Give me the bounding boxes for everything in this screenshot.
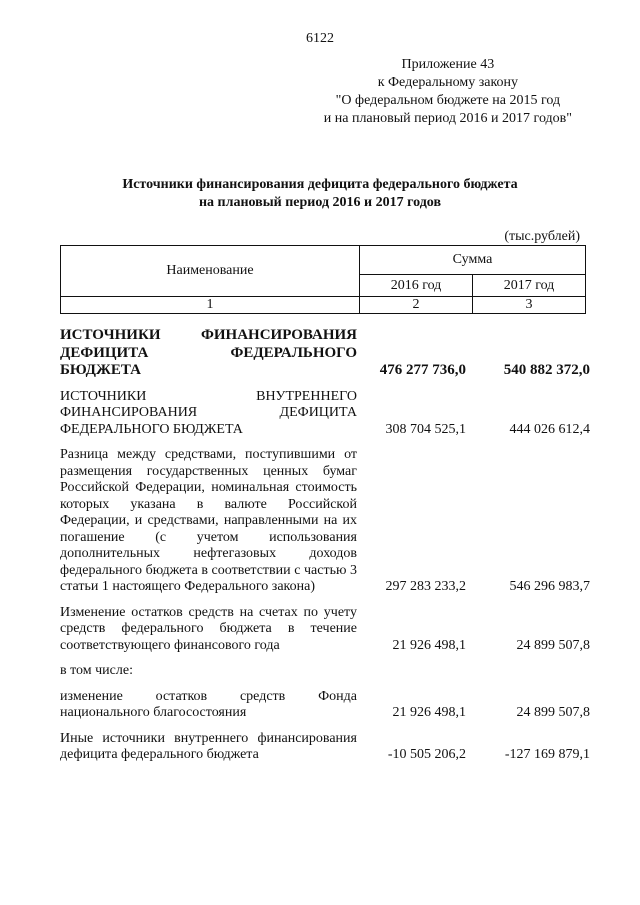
row-value-2017: -127 169 879,1	[504, 747, 590, 762]
row-value-2017: 24 899 507,8	[516, 705, 590, 720]
page-number: 6122	[306, 31, 334, 46]
appendix-line: "О федеральном бюджете на 2015 год	[335, 93, 561, 108]
row-value-2017: 444 026 612,4	[509, 421, 590, 437]
appendix-line: к Федеральному закону	[377, 75, 519, 90]
units-label: (тыс.рублей)	[504, 229, 580, 244]
row-name: изменение остатков средств Фонда национального благосостояния	[60, 688, 357, 720]
header-col-number: 1	[61, 297, 360, 314]
row-value-2017: 546 296 983,7	[509, 579, 590, 594]
table-row	[60, 447, 590, 596]
table-body	[60, 327, 590, 768]
row-value-2017: 24 899 507,8	[516, 637, 590, 653]
row-name: Разница между средствами, поступившими от размещения государственных ценных бумаг Российской Федерации, номинальная стоимость которых указана в валюте Российской Федерации, и средствами, направленными на их погашение (с учетом использования дополнительных нефтегазовых доходов федерального бюджета в соответствии с частью 3 статьи 1 настоящего Федерального закона)	[60, 447, 357, 594]
row-value-2017: 540 882 372,0	[503, 362, 590, 378]
table-row	[60, 731, 590, 764]
appendix-line: и на плановый период 2016 и 2017 годов"	[323, 111, 572, 126]
row-value-2016: 21 926 498,1	[392, 705, 466, 720]
header-year-2017: 2017 год	[473, 275, 586, 297]
table-header	[60, 245, 586, 314]
table-row	[60, 389, 590, 439]
table-row	[60, 327, 590, 380]
table-row	[60, 689, 590, 722]
row-name: Изменение остатков средств на счетах по учету средств федерального бюджета в течение соответствующего финансового года	[60, 604, 357, 653]
row-value-2016: 476 277 736,0	[379, 362, 466, 378]
title-line: на плановый период 2016 и 2017 годов	[198, 195, 442, 210]
row-value-2016: -10 505 206,2	[387, 747, 466, 762]
appendix-line: Приложение 43	[401, 57, 495, 72]
header-name-column: Наименование	[61, 246, 360, 297]
row-name: в том числе:	[60, 663, 133, 678]
title-line: Источники финансирования дефицита федерального бюджета	[122, 177, 518, 192]
row-value-2016: 308 704 525,1	[385, 421, 466, 437]
table-row	[60, 605, 590, 655]
header-col-number: 3	[473, 297, 586, 314]
header-col-number: 2	[360, 297, 473, 314]
appendix-header	[324, 56, 572, 128]
row-name: ИСТОЧНИКИ ФИНАНСИРОВАНИЯ ДЕФИЦИТА ФЕДЕРАЛЬНОГО БЮДЖЕТА	[60, 327, 357, 378]
document-title	[0, 176, 640, 212]
header-sum-column: Сумма	[360, 246, 586, 275]
row-name: ИСТОЧНИКИ ВНУТРЕННЕГО ФИНАНСИРОВАНИЯ ДЕФИЦИТА ФЕДЕРАЛЬНОГО БЮДЖЕТА	[60, 388, 357, 437]
row-value-2016: 297 283 233,2	[385, 579, 466, 594]
header-year-2016: 2016 год	[360, 275, 473, 297]
table-row	[60, 663, 590, 680]
row-value-2016: 21 926 498,1	[392, 637, 466, 653]
row-name: Иные источники внутреннего финансирования дефицита федерального бюджета	[60, 730, 357, 762]
